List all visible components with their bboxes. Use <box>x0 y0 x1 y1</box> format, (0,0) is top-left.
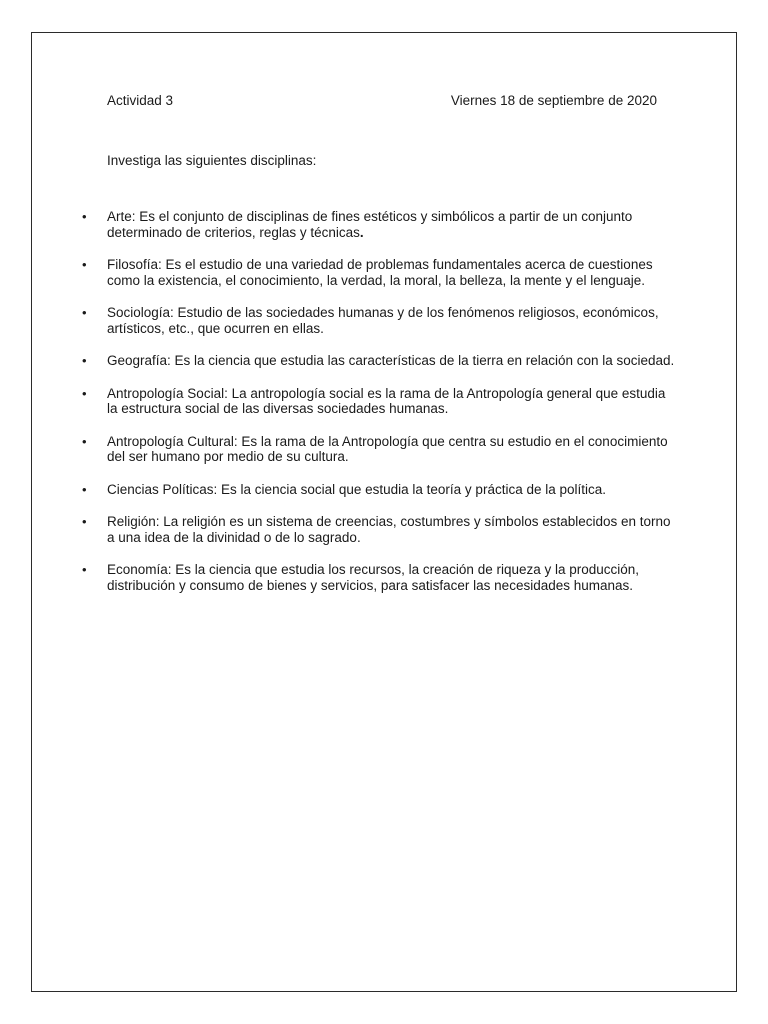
list-item <box>32 209 736 240</box>
list-item <box>32 482 736 498</box>
activity-title: Actividad 3 <box>107 93 174 108</box>
list-item <box>32 434 736 465</box>
document-date: Viernes 18 de septiembre de 2020 <box>450 93 657 108</box>
list-item-text: Religión: La religión es un sistema de creencias, costumbres y símbolos establecidos en torno a una idea de la divinidad o de lo sagrado. <box>107 514 671 545</box>
instruction-text: Investiga las siguientes disciplinas: <box>107 153 317 168</box>
list-item-text: Filosofía: Es el estudio de una variedad de problemas fundamentales acerca de cuestiones como la existencia, el conocimiento, la verdad, la moral, la belleza, la mente y el lenguaje. <box>107 257 653 288</box>
list-item-text: Economía: Es la ciencia que estudia los recursos, la creación de riqueza y la producción, distribución y consumo de bienes y servicios, para satisfacer las necesidades humanas. <box>107 562 640 593</box>
bullet-icon: • <box>82 385 87 401</box>
list-item-text: Antropología Social: La antropología social es la rama de la Antropología general que estudia la estructura social de las diversas sociedades humanas. <box>107 385 666 416</box>
bullet-icon: • <box>82 433 87 449</box>
list-item-tail: . <box>359 224 364 240</box>
list-item-text: Ciencias Políticas: Es la ciencia social que estudia la teoría y práctica de la política. <box>107 481 607 497</box>
discipline-list <box>32 209 736 610</box>
list-item <box>32 305 736 336</box>
list-item-text: Arte: Es el conjunto de disciplinas de fines estéticos y simbólicos a partir de un conjunto determinado de criterios, reglas y técnicas <box>107 209 633 240</box>
list-item-text: Antropología Cultural: Es la rama de la Antropología que centra su estudio en el conocimiento del ser humano por medio de su cultura. <box>107 433 668 464</box>
bullet-icon: • <box>82 209 87 224</box>
list-item <box>32 257 736 288</box>
document-page <box>31 32 737 992</box>
bullet-icon: • <box>82 353 87 368</box>
list-item <box>32 386 736 417</box>
list-item <box>32 353 736 369</box>
bullet-icon: • <box>82 305 87 320</box>
bullet-icon: • <box>82 257 87 272</box>
bullet-icon: • <box>82 514 87 529</box>
document-header <box>107 93 657 109</box>
list-item-text: Geografía: Es la ciencia que estudia las características de la tierra en relación con la sociedad. <box>107 353 675 368</box>
bullet-icon: • <box>82 562 87 577</box>
list-item <box>32 562 736 593</box>
list-item-text: Sociología: Estudio de las sociedades humanas y de los fenómenos religiosos, económicos, artísticos, etc., que ocurren en ellas. <box>107 305 659 336</box>
list-item <box>32 514 736 545</box>
bullet-icon: • <box>82 481 87 497</box>
